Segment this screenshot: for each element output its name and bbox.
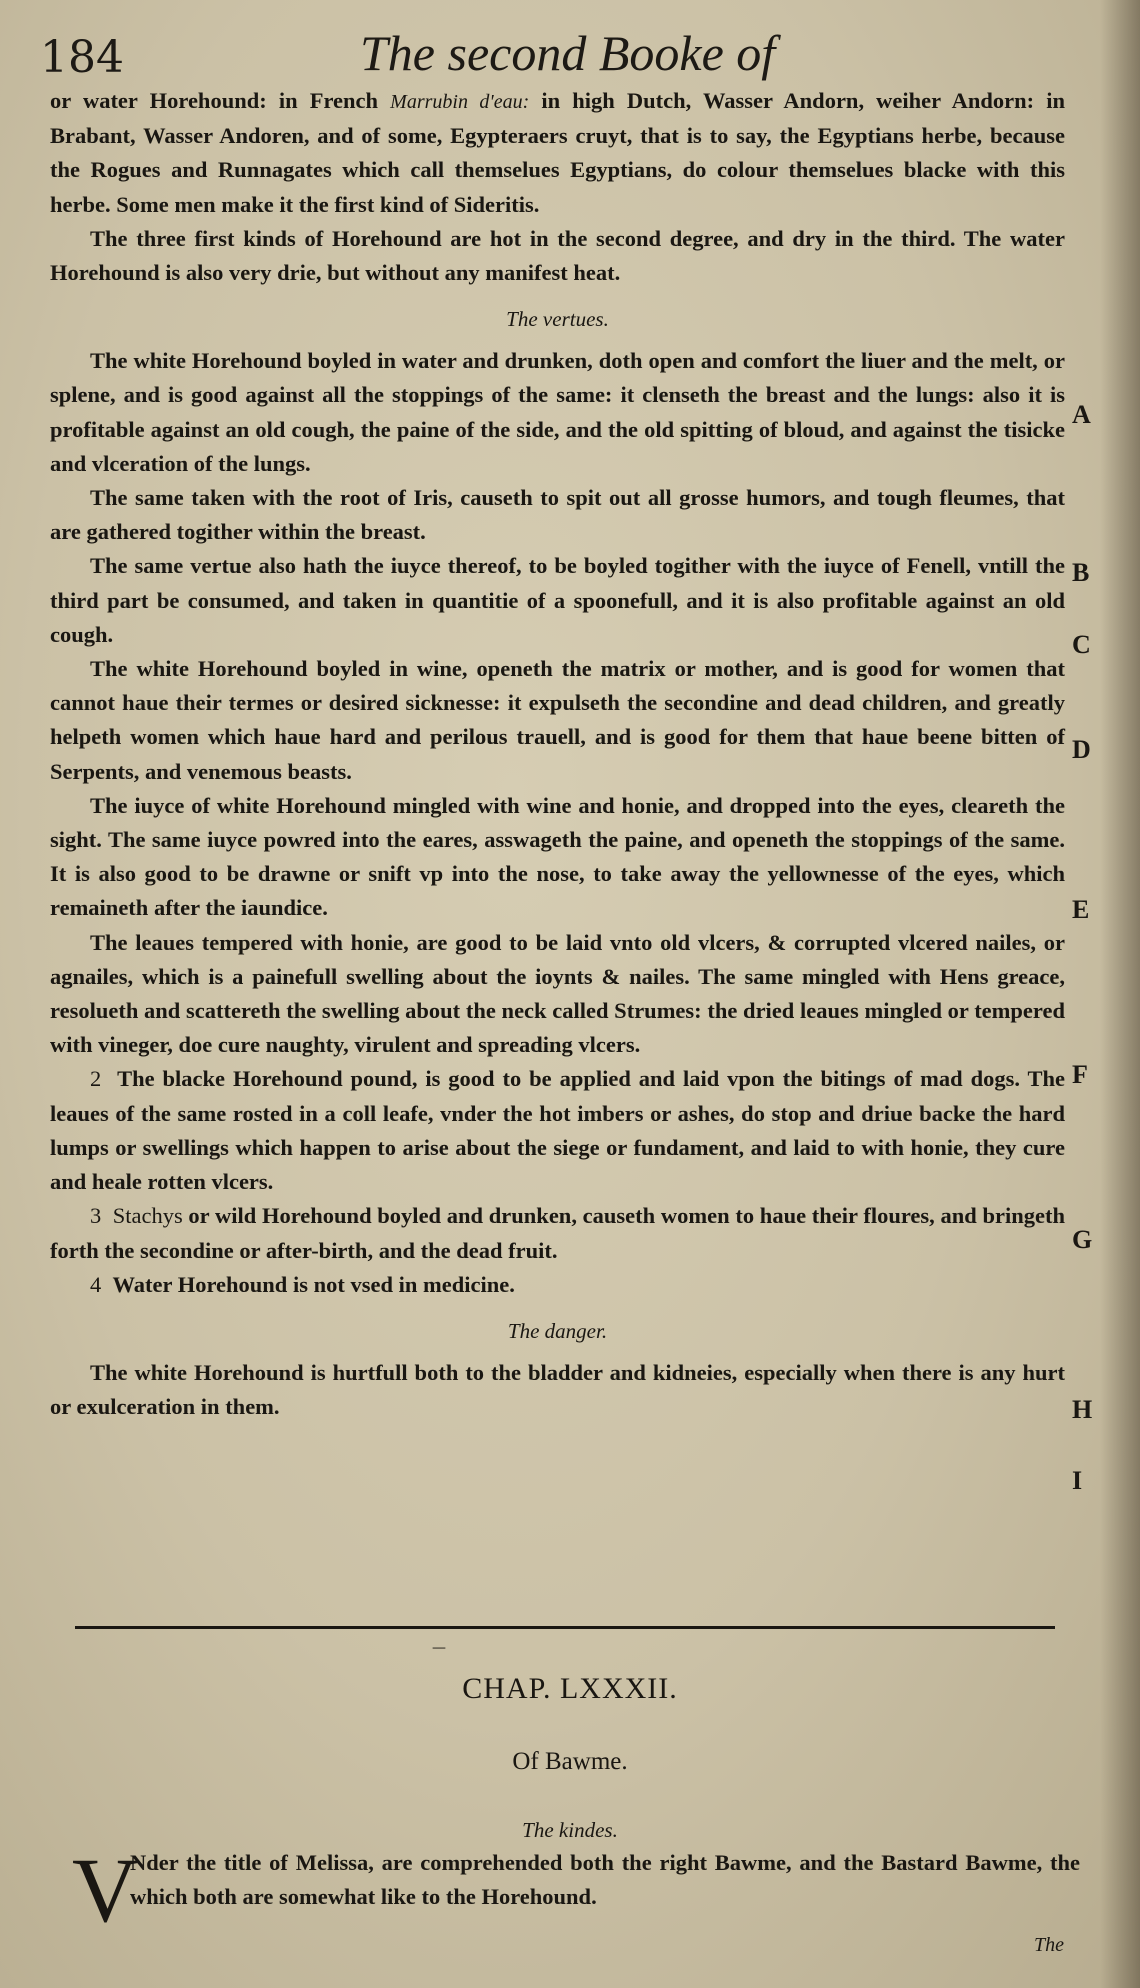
chapter-title: CHAP. LXXXII.: [462, 1672, 678, 1705]
paragraph-names: [50, 84, 1065, 222]
paragraph-kindes: Nder the title of Melissa, are comprehended both the right Bawme, and the Bastard Bawme, the which both are somewhat like to the Horehound.: [130, 1850, 1080, 1909]
item-number-2: 2: [90, 1066, 102, 1092]
paragraph-temperature: The three first kinds of Horehound are hot in the second degree, and dry in the third. The water Horehound is also very drie, but without any manifest heat.: [50, 225, 1065, 286]
paragraph-names-post: in high Dutch, Wasser Andorn, weiher Andorn: in Brabant, Wasser Andoren, and of some, Egypteraers cruyt, that is to say, the Egyptians herbe, because the Rogues and Runnagates which call themselues Egyptians, do colour themselues blacke with this herbe. Some men make it the first kind of Sideritis.: [50, 88, 1066, 217]
chapter-subtitle: Of Bawme.: [512, 1748, 628, 1775]
paragraph-names-pre: or water Horehound: in French: [50, 88, 391, 113]
kindes-heading: The kindes.: [522, 1818, 618, 1842]
page-header: [0, 18, 1140, 88]
vertues-heading: The vertues.: [506, 307, 609, 332]
margin-letter-i: I: [1072, 1466, 1083, 1495]
paragraph-danger: The white Horehound is hurtfull both to the bladder and kidneies, especially when there is any hurt or exulceration in them.: [50, 1359, 1065, 1420]
paragraph-vertue-g: [50, 1062, 1065, 1199]
catchword: The: [1034, 1934, 1064, 1956]
running-title: The second Booke of: [360, 25, 776, 81]
divider-mark: —: [432, 1640, 446, 1656]
page-number: 184: [40, 32, 124, 83]
paragraph-vertue-e: The iuyce of white Horehound mingled with wine and honie, and dropped into the eyes, cleareth the sight. The same iuyce powred into the eares, asswageth the paine, and openeth the stoppings of the same. It is also good to be drawne or snift vp into the nose, to take away the yellownesse of the eyes, which remaineth after the iaundice.: [50, 792, 1065, 921]
paragraph-vertue-a: The white Horehound boyled in water and drunken, doth open and comfort the liuer and the melt, or splene, and is good against all the stoppings of the same: it clenseth the breast and the lungs: also it is profitable against an old cough, the paine of the side, and the old spitting of bloud, and against the tisicke and vlceration of the lungs.: [50, 348, 1065, 476]
margin-letter-e: E: [1072, 895, 1090, 924]
paragraph-vertue-g-text: The blacke Horehound pound, is good to be applied and laid vpon the bitings of mad dogs. The leaues of the same rosted in a coll leafe, vnder the hot imbers or ashes, do stop and driue backe the hard lumps or swellings which happen to arise about the siege or fundament, and laid to with honie, they cure and heale rotten vlcers.: [50, 1066, 1066, 1195]
margin-letter-a: A: [1072, 400, 1091, 429]
chapter-divider-rule: [75, 1626, 1055, 1629]
paragraph-vertue-c: The same vertue also hath the iuyce thereof, to be boyled togither with the iuyce of Fenell, vntill the third part be consumed, and taken in quantitie of a spoonefull, and it is also profitable against an old cough.: [50, 553, 1065, 647]
margin-letter-b: B: [1072, 558, 1090, 587]
margin-letter-f: F: [1072, 1060, 1088, 1089]
paragraph-vertue-h-text: or wild Horehound boyled and drunken, causeth women to haue their floures, and bringeth forth the secondine or after-birth, and the dead fruit.: [50, 1203, 1066, 1263]
paragraph-vertue-d: The white Horehound boyled in wine, openeth the matrix or mother, and is good for women that cannot haue their termes or desired sicknesse: it expulseth the secondine and dead children, and greatly helpeth women which haue hard and perilous trauell, and is good for them that haue beene bitten of Serpents, and venemous beasts.: [50, 656, 1065, 784]
drop-cap-letter: V: [72, 1839, 139, 1941]
paragraph-vertue-b: The same taken with the root of Iris, causeth to spit out all grosse humors, and tough fleumes, that are gathered togither within the breast.: [50, 485, 1065, 545]
item-number-4: 4: [90, 1271, 102, 1297]
paragraph-vertue-i-text: Water Horehound is not vsed in medicine.: [112, 1271, 515, 1297]
margin-letter-g: G: [1072, 1225, 1093, 1254]
paragraph-vertue-f: The leaues tempered with honie, are good to be laid vnto old vlcers, & corrupted vlcered nailes, or agnailes, which is a painefull swelling about the ioynts & nailes. The same mingled with Hens greace, resolueth and scattereth the swelling about the neck called Strumes: the dried leaues mingled or tempered with vineger, doe cure naughty, virulent and spreading vlcers.: [50, 929, 1065, 1058]
stachys-word: Stachys: [112, 1203, 183, 1229]
margin-letter-d: D: [1072, 735, 1091, 764]
margin-letter-h: H: [1072, 1395, 1093, 1424]
paragraph-vertue-h: [50, 1199, 1065, 1267]
main-text-column: [50, 84, 1065, 1424]
french-name: Marrubin d'eau:: [390, 91, 530, 113]
item-number-3: 3: [90, 1203, 102, 1229]
margin-letter-c: C: [1072, 630, 1091, 659]
danger-heading: The danger.: [507, 1318, 608, 1343]
paragraph-vertue-i: [50, 1268, 1065, 1302]
